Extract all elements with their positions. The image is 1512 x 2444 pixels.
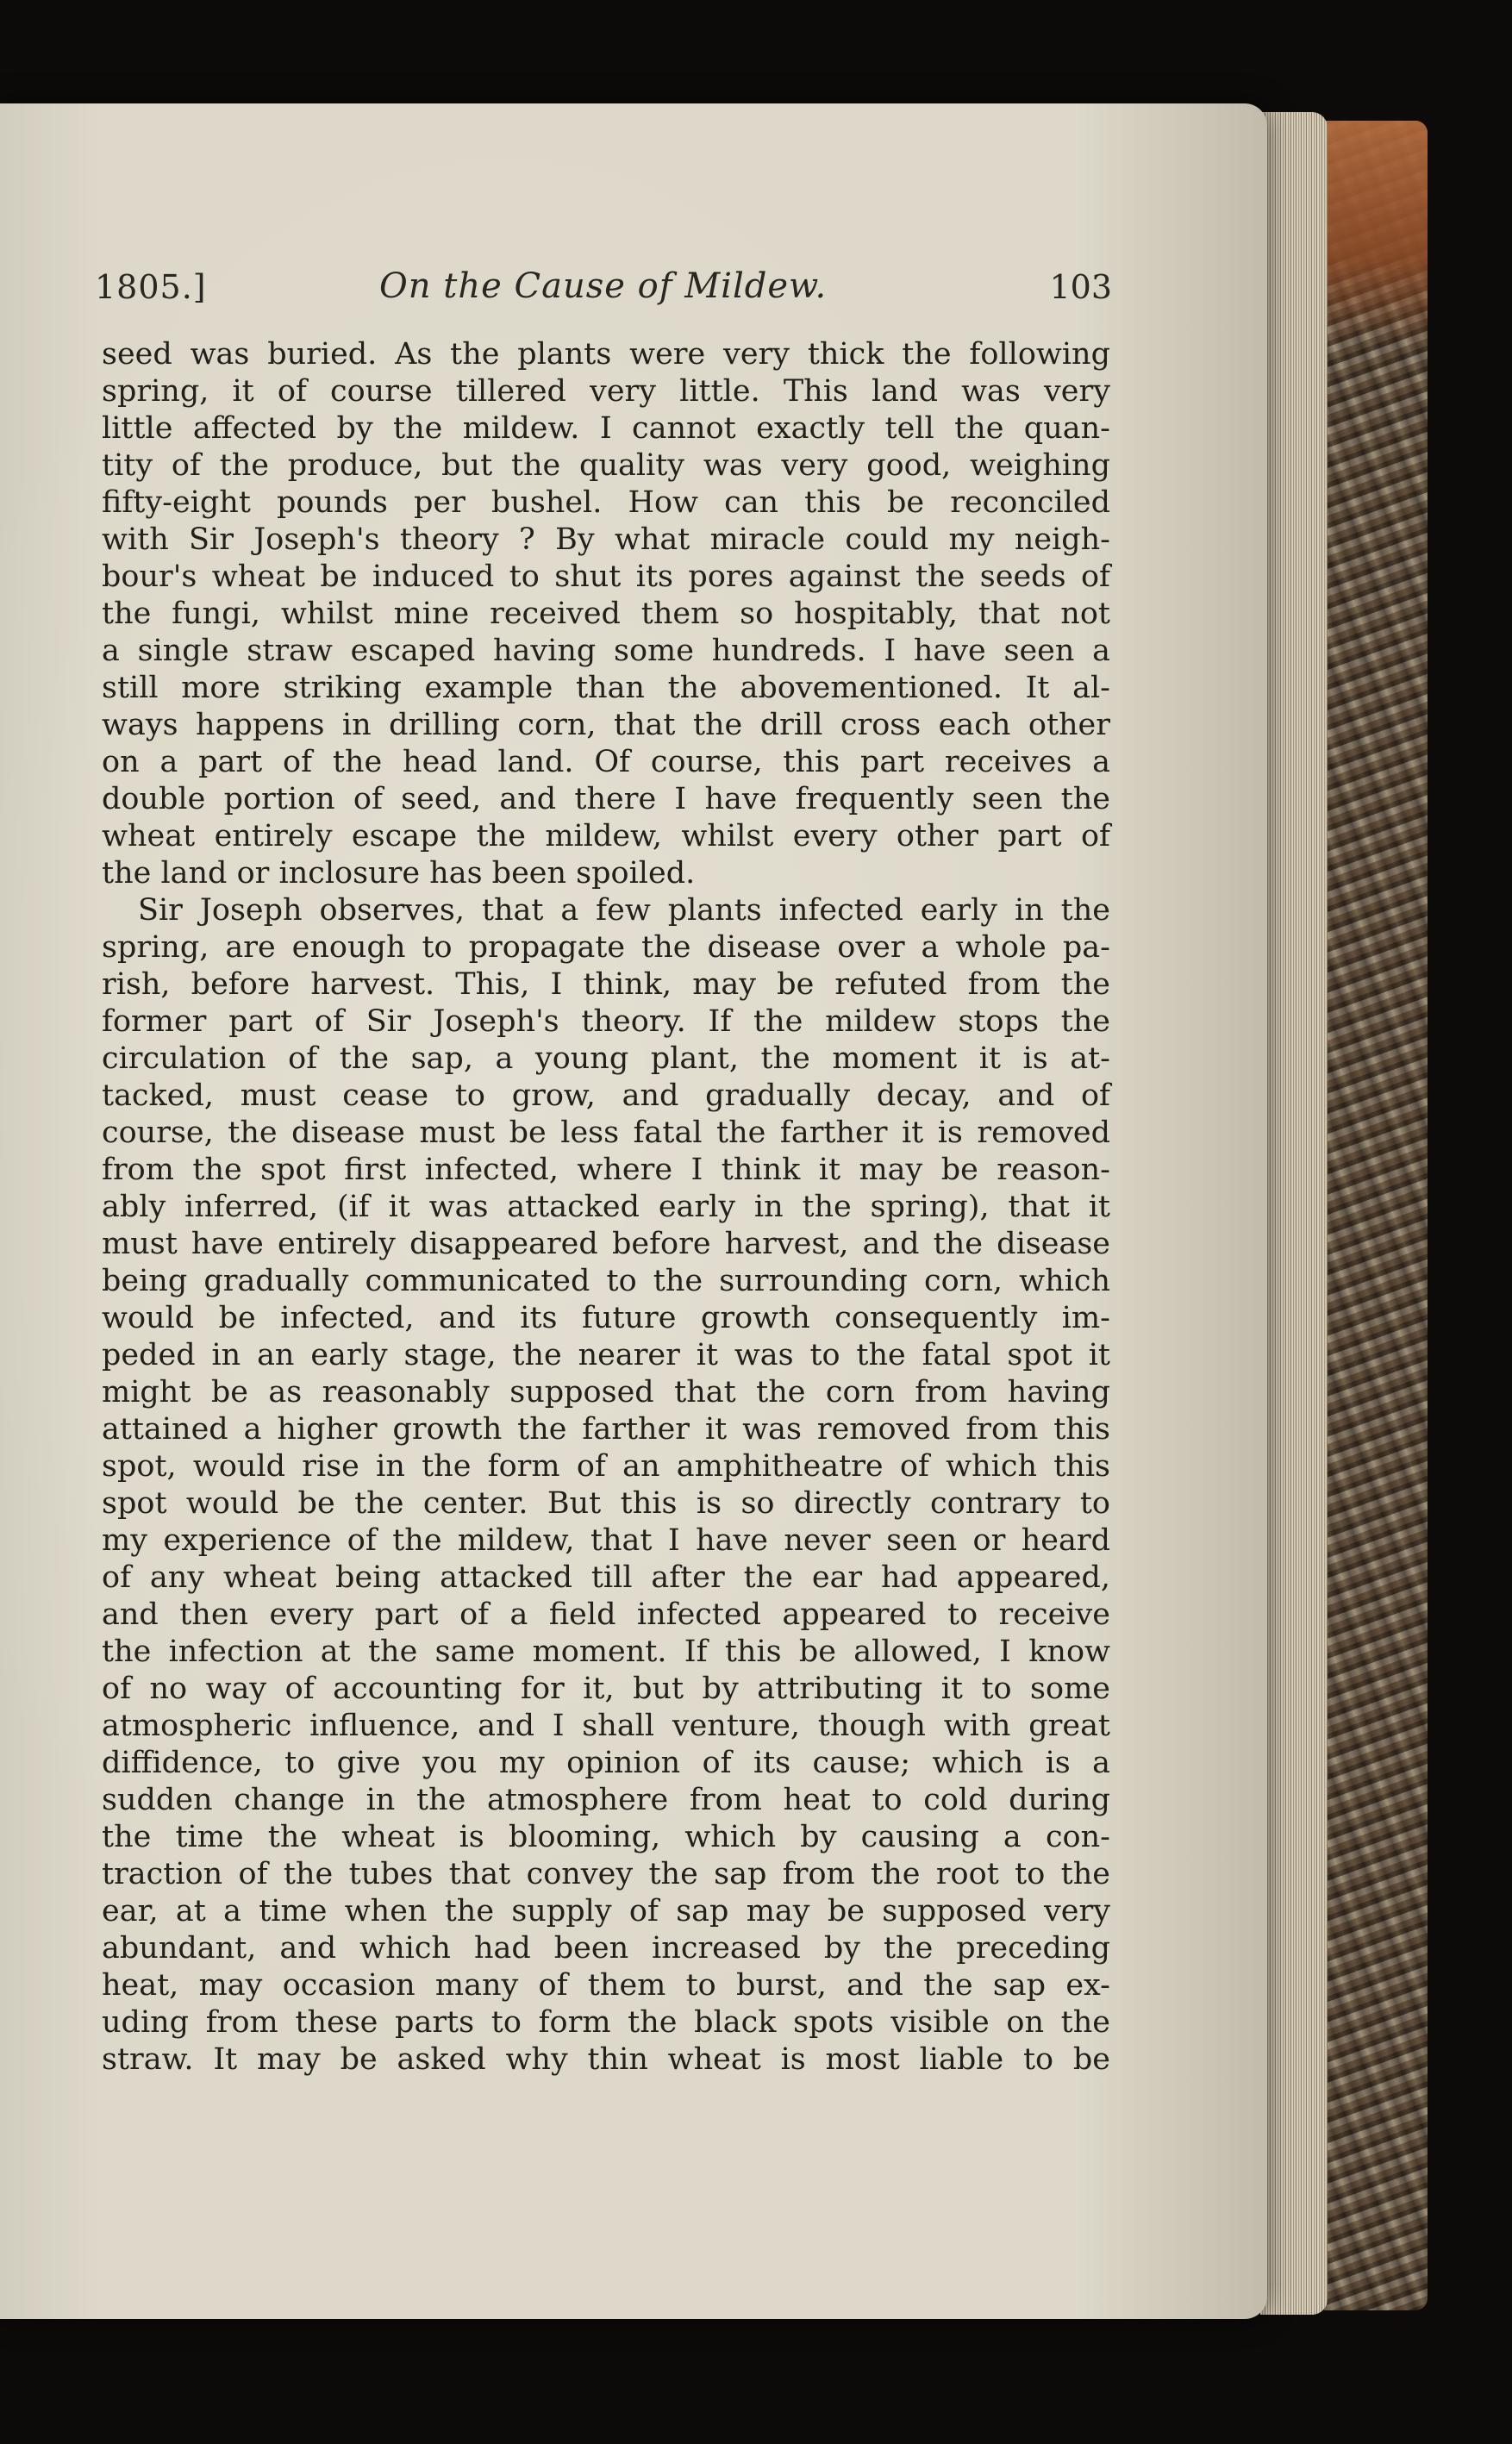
paragraph — [102, 892, 1110, 2078]
text-line: Sir Joseph observes, that a few plants infected early in the — [138, 893, 1110, 928]
text-line: straw. It may be asked why thin wheat is most liable to be — [102, 2042, 1110, 2077]
text-line: abundant, and which had been increased by the preceding — [102, 1931, 1110, 1966]
text-line: former part of Sir Joseph's theory. If the mildew stops the — [102, 1004, 1110, 1039]
text-line: course, the disease must be less fatal the farther it is removed — [102, 1116, 1110, 1150]
text-line: spring, it of course tillered very little. This land was very — [102, 374, 1110, 409]
text-line: peded in an early stage, the nearer it was to the fatal spot it — [102, 1338, 1110, 1372]
text-line: from the spot first infected, where I think it may be reason- — [102, 1153, 1110, 1187]
text-line: ear, at a time when the supply of sap may be supposed very — [102, 1894, 1110, 1928]
text-line: uding from these parts to form the black spots visible on the — [102, 2005, 1110, 2040]
leather-corner — [1324, 121, 1428, 345]
text-line: spot, would rise in the form of an amphitheatre of which this — [102, 1449, 1110, 1484]
text-line: diffidence, to give you my opinion of its cause; which is a — [102, 1746, 1110, 1780]
running-head — [95, 263, 1112, 315]
text-line: fifty-eight pounds per bushel. How can this be reconciled — [102, 485, 1110, 520]
body-text — [102, 336, 1110, 2078]
text-line: sudden change in the atmosphere from heat to cold during — [102, 1783, 1110, 1817]
text-line: double portion of seed, and there I have frequently seen the — [102, 782, 1110, 816]
text-line: circulation of the sap, a young plant, the moment it is at- — [102, 1041, 1110, 1076]
text-line: the fungi, whilst mine received them so hospitably, that not — [102, 597, 1110, 631]
text-line: traction of the tubes that convey the sap from the root to the — [102, 1857, 1110, 1891]
text-line: on a part of the head land. Of course, this part receives a — [102, 745, 1110, 779]
text-line: ways happens in drilling corn, that the drill cross each other — [102, 708, 1110, 742]
text-line: tacked, must cease to grow, and gradually decay, and of — [102, 1078, 1110, 1113]
text-line: attained a higher growth the farther it was removed from this — [102, 1412, 1110, 1447]
marbled-cover — [1324, 121, 1428, 2310]
text-line: heat, may occasion many of them to burst, and the sap ex- — [102, 1968, 1110, 2003]
text-line: spring, are enough to propagate the disease over a whole pa- — [102, 930, 1110, 965]
text-line: would be infected, and its future growth consequently im- — [102, 1301, 1110, 1335]
text-line: must have entirely disappeared before harvest, and the disease — [102, 1227, 1110, 1261]
text-line: atmospheric influence, and I shall venture, though with great — [102, 1709, 1110, 1743]
text-line: of no way of accounting for it, but by attributing it to some — [102, 1672, 1110, 1706]
text-line: tity of the produce, but the quality was very good, weighing — [102, 448, 1110, 483]
text-line: might be as reasonably supposed that the corn from having — [102, 1375, 1110, 1410]
text-line: a single straw escaped having some hundreds. I have seen a — [102, 634, 1110, 668]
text-line: still more striking example than the abovementioned. It al- — [102, 671, 1110, 705]
text-line: and then every part of a field infected appeared to receive — [102, 1597, 1110, 1632]
text-line: spot would be the center. But this is so directly contrary to — [102, 1486, 1110, 1521]
text-line: the infection at the same moment. If this be allowed, I know — [102, 1635, 1110, 1669]
running-head-title: On the Cause of Mildew. — [379, 266, 828, 306]
text-line: rish, before harvest. This, I think, may be refuted from the — [102, 967, 1110, 1002]
page-edges — [1260, 112, 1328, 2315]
page-number: 103 — [1049, 268, 1112, 306]
text-line: seed was buried. As the plants were very thick the following — [102, 337, 1110, 372]
text-line: ably inferred, (if it was attacked early in the spring), that it — [102, 1190, 1110, 1224]
text-line: the land or inclosure has been spoiled. — [102, 856, 696, 891]
paragraph — [102, 336, 1110, 892]
text-line: being gradually communicated to the surrounding corn, which — [102, 1264, 1110, 1298]
running-head-year: 1805.] — [95, 268, 207, 306]
text-line: bour's wheat be induced to shut its pores against the seeds of — [102, 559, 1110, 594]
text-line: of any wheat being attacked till after the ear had appeared, — [102, 1560, 1110, 1595]
text-line: the time the wheat is blooming, which by causing a con- — [102, 1820, 1110, 1854]
text-line: wheat entirely escape the mildew, whilst every other part of — [102, 819, 1110, 853]
text-line: little affected by the mildew. I cannot exactly tell the quan- — [102, 411, 1110, 446]
text-line: my experience of the mildew, that I have never seen or heard — [102, 1523, 1110, 1558]
text-line: with Sir Joseph's theory ? By what miracle could my neigh- — [102, 522, 1110, 557]
